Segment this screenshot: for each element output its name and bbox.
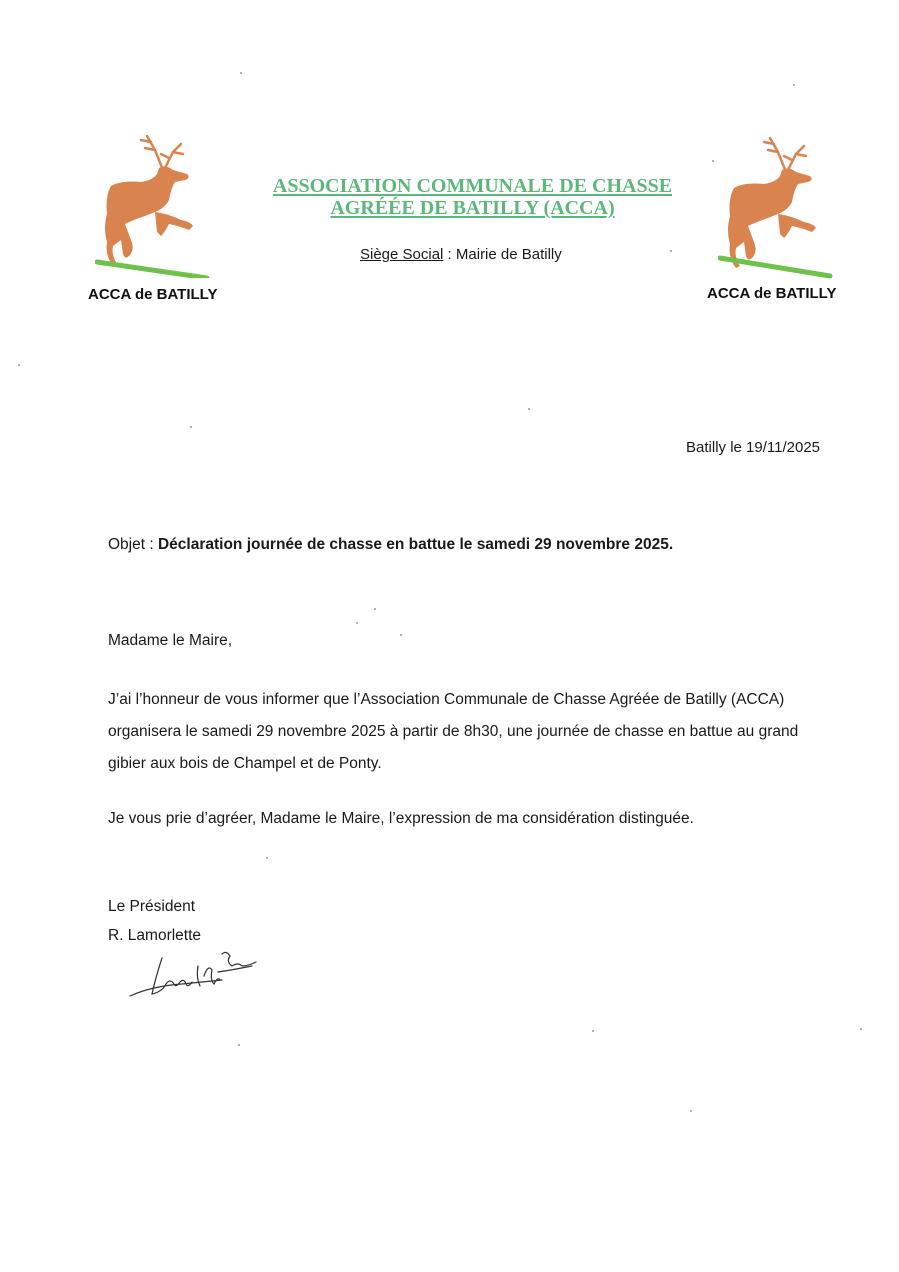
scan-speck	[528, 408, 530, 410]
deer-logo-right	[718, 130, 838, 280]
subject-text: Déclaration journée de chasse en battue le samedi 29 novembre 2025.	[157, 536, 674, 553]
handwritten-signature	[122, 936, 262, 1006]
scan-speck	[690, 1110, 692, 1112]
letter-body: J’ai l’honneur de vous informer que l’Association Communale de Chasse Agréée de Batilly (ACCA) organisera le samedi 29 novembre 2025 à partir de 8h30, une journée de chasse en battue au grand gibier aux bois de Champel et de Ponty.	[108, 691, 799, 772]
signatory-title: Le Président	[108, 898, 196, 915]
logo-caption-right: ACCA de BATILLY	[707, 285, 837, 302]
deer-logo-icon	[718, 130, 838, 280]
letter-subject	[108, 536, 673, 554]
salutation: Madame le Maire,	[108, 632, 233, 649]
association-title	[230, 175, 715, 219]
scan-speck	[356, 622, 358, 624]
scan-speck	[712, 160, 714, 162]
scan-speck	[18, 364, 20, 366]
closing-formula: Je vous prie d’agréer, Madame le Maire, l’expression de ma considération distinguée.	[108, 810, 694, 827]
scan-speck	[240, 72, 242, 74]
letter-date: Batilly le 19/11/2025	[686, 439, 820, 456]
siege-social-label: Siège Social	[360, 246, 444, 263]
scan-speck	[793, 84, 795, 86]
subject-label: Objet :	[108, 536, 158, 553]
scan-speck	[190, 426, 192, 428]
association-title-line2: AGRÉÉE DE BATILLY (ACCA)	[330, 197, 615, 219]
deer-logo-left	[95, 128, 215, 278]
signatory-name: R. Lamorlette	[108, 927, 202, 944]
scan-speck	[592, 1030, 594, 1032]
scan-speck	[670, 250, 672, 252]
association-title-line1: ASSOCIATION COMMUNALE DE CHASSE	[272, 175, 673, 197]
scan-speck	[238, 1044, 240, 1046]
scan-speck	[400, 634, 402, 636]
scan-speck	[860, 1028, 862, 1030]
siege-social	[360, 246, 562, 263]
scan-speck	[374, 608, 376, 610]
deer-logo-icon	[95, 128, 215, 278]
siege-social-value: : Mairie de Batilly	[443, 246, 562, 263]
scan-speck	[266, 857, 268, 859]
logo-caption-left: ACCA de BATILLY	[88, 286, 218, 303]
